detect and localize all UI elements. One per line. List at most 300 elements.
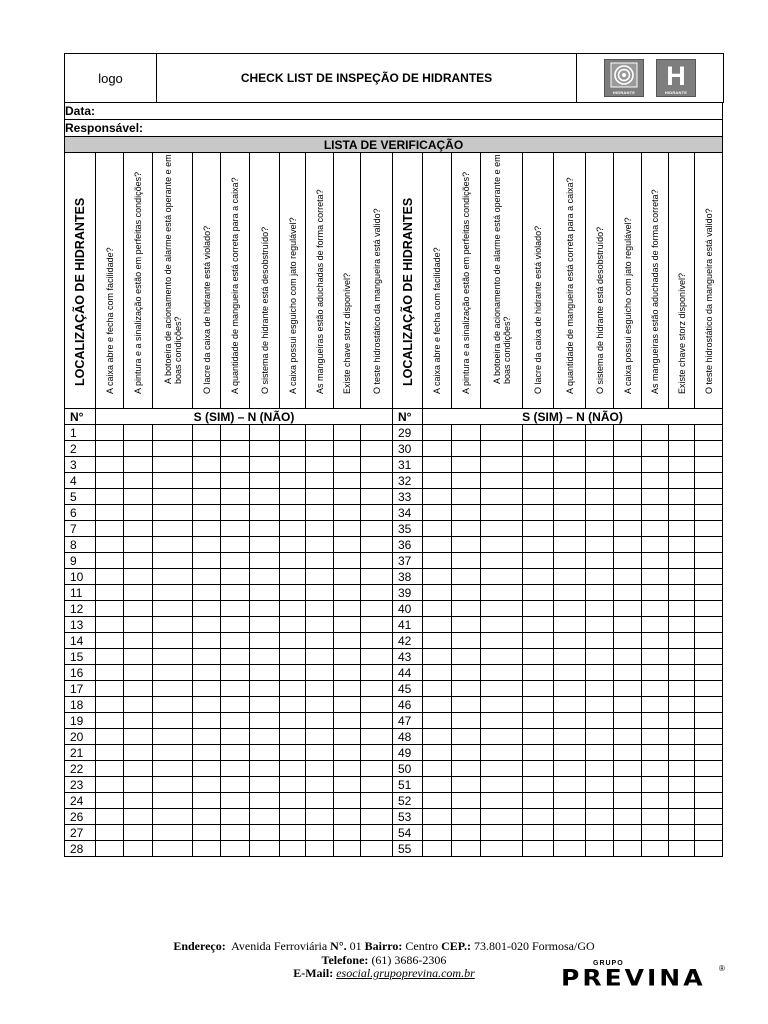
answer-cell[interactable] — [669, 793, 695, 809]
answer-cell[interactable] — [642, 617, 669, 633]
answer-cell[interactable] — [334, 569, 361, 585]
answer-cell[interactable] — [334, 633, 361, 649]
answer-cell[interactable] — [334, 825, 361, 841]
answer-cell[interactable] — [153, 809, 193, 825]
answer-cell[interactable] — [669, 729, 695, 745]
answer-cell[interactable] — [193, 713, 221, 729]
answer-cell[interactable] — [96, 841, 124, 857]
answer-cell[interactable] — [334, 665, 361, 681]
answer-cell[interactable] — [452, 697, 481, 713]
answer-cell[interactable] — [334, 553, 361, 569]
answer-cell[interactable] — [96, 649, 124, 665]
answer-cell[interactable] — [306, 521, 334, 537]
answer-cell[interactable] — [614, 489, 642, 505]
answer-cell[interactable] — [523, 585, 554, 601]
answer-cell[interactable] — [423, 585, 452, 601]
answer-cell[interactable] — [306, 665, 334, 681]
answer-cell[interactable] — [695, 809, 723, 825]
answer-cell[interactable] — [695, 457, 723, 473]
answer-cell[interactable] — [695, 649, 723, 665]
answer-cell[interactable] — [361, 793, 393, 809]
answer-cell[interactable] — [250, 537, 280, 553]
answer-cell[interactable] — [452, 793, 481, 809]
answer-cell[interactable] — [614, 665, 642, 681]
answer-cell[interactable] — [124, 473, 153, 489]
answer-cell[interactable] — [614, 729, 642, 745]
answer-cell[interactable] — [614, 601, 642, 617]
answer-cell[interactable] — [153, 745, 193, 761]
answer-cell[interactable] — [642, 425, 669, 441]
answer-cell[interactable] — [250, 473, 280, 489]
answer-cell[interactable] — [153, 521, 193, 537]
answer-cell[interactable] — [193, 457, 221, 473]
answer-cell[interactable] — [124, 649, 153, 665]
answer-cell[interactable] — [586, 793, 614, 809]
answer-cell[interactable] — [642, 697, 669, 713]
answer-cell[interactable] — [280, 553, 306, 569]
answer-cell[interactable] — [614, 649, 642, 665]
answer-cell[interactable] — [221, 649, 250, 665]
answer-cell[interactable] — [361, 649, 393, 665]
answer-cell[interactable] — [280, 761, 306, 777]
answer-cell[interactable] — [306, 697, 334, 713]
answer-cell[interactable] — [221, 441, 250, 457]
answer-cell[interactable] — [153, 601, 193, 617]
answer-cell[interactable] — [280, 697, 306, 713]
answer-cell[interactable] — [669, 553, 695, 569]
answer-cell[interactable] — [193, 697, 221, 713]
answer-cell[interactable] — [306, 489, 334, 505]
answer-cell[interactable] — [586, 585, 614, 601]
answer-cell[interactable] — [554, 649, 586, 665]
answer-cell[interactable] — [124, 489, 153, 505]
answer-cell[interactable] — [452, 841, 481, 857]
answer-cell[interactable] — [452, 649, 481, 665]
answer-cell[interactable] — [193, 617, 221, 633]
answer-cell[interactable] — [554, 825, 586, 841]
answer-cell[interactable] — [306, 777, 334, 793]
answer-cell[interactable] — [523, 793, 554, 809]
answer-cell[interactable] — [481, 745, 523, 761]
answer-cell[interactable] — [586, 841, 614, 857]
answer-cell[interactable] — [193, 569, 221, 585]
date-field[interactable]: Data: — [65, 103, 723, 120]
answer-cell[interactable] — [193, 841, 221, 857]
answer-cell[interactable] — [481, 601, 523, 617]
answer-cell[interactable] — [124, 521, 153, 537]
answer-cell[interactable] — [423, 473, 452, 489]
answer-cell[interactable] — [361, 633, 393, 649]
answer-cell[interactable] — [423, 457, 452, 473]
answer-cell[interactable] — [193, 825, 221, 841]
answer-cell[interactable] — [124, 569, 153, 585]
answer-cell[interactable] — [554, 745, 586, 761]
answer-cell[interactable] — [334, 761, 361, 777]
answer-cell[interactable] — [523, 697, 554, 713]
answer-cell[interactable] — [306, 793, 334, 809]
answer-cell[interactable] — [361, 473, 393, 489]
answer-cell[interactable] — [614, 825, 642, 841]
answer-cell[interactable] — [481, 489, 523, 505]
answer-cell[interactable] — [334, 585, 361, 601]
answer-cell[interactable] — [554, 425, 586, 441]
answer-cell[interactable] — [280, 841, 306, 857]
answer-cell[interactable] — [153, 793, 193, 809]
answer-cell[interactable] — [423, 841, 452, 857]
answer-cell[interactable] — [96, 553, 124, 569]
answer-cell[interactable] — [334, 473, 361, 489]
answer-cell[interactable] — [280, 713, 306, 729]
answer-cell[interactable] — [361, 457, 393, 473]
answer-cell[interactable] — [481, 793, 523, 809]
answer-cell[interactable] — [280, 425, 306, 441]
answer-cell[interactable] — [193, 425, 221, 441]
answer-cell[interactable] — [153, 633, 193, 649]
answer-cell[interactable] — [96, 793, 124, 809]
answer-cell[interactable] — [193, 505, 221, 521]
answer-cell[interactable] — [306, 825, 334, 841]
answer-cell[interactable] — [193, 585, 221, 601]
answer-cell[interactable] — [250, 505, 280, 521]
answer-cell[interactable] — [523, 617, 554, 633]
answer-cell[interactable] — [221, 841, 250, 857]
answer-cell[interactable] — [695, 841, 723, 857]
answer-cell[interactable] — [586, 681, 614, 697]
answer-cell[interactable] — [221, 745, 250, 761]
answer-cell[interactable] — [361, 425, 393, 441]
answer-cell[interactable] — [334, 601, 361, 617]
answer-cell[interactable] — [221, 553, 250, 569]
answer-cell[interactable] — [250, 809, 280, 825]
answer-cell[interactable] — [250, 489, 280, 505]
answer-cell[interactable] — [642, 505, 669, 521]
answer-cell[interactable] — [334, 489, 361, 505]
answer-cell[interactable] — [586, 697, 614, 713]
answer-cell[interactable] — [586, 617, 614, 633]
answer-cell[interactable] — [306, 601, 334, 617]
answer-cell[interactable] — [642, 457, 669, 473]
answer-cell[interactable] — [96, 537, 124, 553]
answer-cell[interactable] — [642, 761, 669, 777]
answer-cell[interactable] — [523, 473, 554, 489]
email-link[interactable]: esocial.grupoprevina.com.br — [336, 966, 475, 980]
answer-cell[interactable] — [669, 457, 695, 473]
answer-cell[interactable] — [280, 601, 306, 617]
answer-cell[interactable] — [614, 425, 642, 441]
answer-cell[interactable] — [96, 777, 124, 793]
answer-cell[interactable] — [586, 729, 614, 745]
answer-cell[interactable] — [96, 489, 124, 505]
answer-cell[interactable] — [250, 697, 280, 713]
answer-cell[interactable] — [96, 457, 124, 473]
answer-cell[interactable] — [523, 425, 554, 441]
answer-cell[interactable] — [250, 745, 280, 761]
answer-cell[interactable] — [423, 425, 452, 441]
answer-cell[interactable] — [614, 633, 642, 649]
answer-cell[interactable] — [423, 713, 452, 729]
answer-cell[interactable] — [361, 697, 393, 713]
answer-cell[interactable] — [193, 441, 221, 457]
answer-cell[interactable] — [452, 665, 481, 681]
answer-cell[interactable] — [642, 489, 669, 505]
answer-cell[interactable] — [334, 713, 361, 729]
answer-cell[interactable] — [669, 697, 695, 713]
answer-cell[interactable] — [306, 505, 334, 521]
answer-cell[interactable] — [250, 649, 280, 665]
answer-cell[interactable] — [423, 665, 452, 681]
answer-cell[interactable] — [124, 745, 153, 761]
answer-cell[interactable] — [193, 681, 221, 697]
answer-cell[interactable] — [124, 537, 153, 553]
answer-cell[interactable] — [614, 585, 642, 601]
answer-cell[interactable] — [586, 745, 614, 761]
answer-cell[interactable] — [669, 633, 695, 649]
answer-cell[interactable] — [481, 553, 523, 569]
answer-cell[interactable] — [695, 553, 723, 569]
answer-cell[interactable] — [423, 649, 452, 665]
answer-cell[interactable] — [586, 441, 614, 457]
answer-cell[interactable] — [695, 793, 723, 809]
answer-cell[interactable] — [642, 633, 669, 649]
answer-cell[interactable] — [250, 793, 280, 809]
answer-cell[interactable] — [523, 761, 554, 777]
answer-cell[interactable] — [193, 521, 221, 537]
answer-cell[interactable] — [554, 713, 586, 729]
answer-cell[interactable] — [250, 601, 280, 617]
answer-cell[interactable] — [642, 745, 669, 761]
answer-cell[interactable] — [221, 585, 250, 601]
answer-cell[interactable] — [586, 569, 614, 585]
answer-cell[interactable] — [554, 777, 586, 793]
answer-cell[interactable] — [361, 569, 393, 585]
answer-cell[interactable] — [361, 617, 393, 633]
answer-cell[interactable] — [306, 553, 334, 569]
answer-cell[interactable] — [586, 489, 614, 505]
answer-cell[interactable] — [452, 505, 481, 521]
answer-cell[interactable] — [423, 681, 452, 697]
answer-cell[interactable] — [334, 505, 361, 521]
answer-cell[interactable] — [481, 777, 523, 793]
answer-cell[interactable] — [361, 505, 393, 521]
answer-cell[interactable] — [695, 617, 723, 633]
answer-cell[interactable] — [250, 681, 280, 697]
answer-cell[interactable] — [361, 825, 393, 841]
answer-cell[interactable] — [334, 841, 361, 857]
answer-cell[interactable] — [554, 457, 586, 473]
answer-cell[interactable] — [306, 457, 334, 473]
answer-cell[interactable] — [124, 633, 153, 649]
answer-cell[interactable] — [361, 521, 393, 537]
answer-cell[interactable] — [250, 633, 280, 649]
answer-cell[interactable] — [96, 729, 124, 745]
answer-cell[interactable] — [481, 825, 523, 841]
answer-cell[interactable] — [280, 569, 306, 585]
answer-cell[interactable] — [614, 793, 642, 809]
answer-cell[interactable] — [153, 457, 193, 473]
answer-cell[interactable] — [124, 585, 153, 601]
answer-cell[interactable] — [669, 521, 695, 537]
answer-cell[interactable] — [554, 697, 586, 713]
answer-cell[interactable] — [614, 681, 642, 697]
answer-cell[interactable] — [423, 553, 452, 569]
answer-cell[interactable] — [306, 745, 334, 761]
answer-cell[interactable] — [452, 457, 481, 473]
answer-cell[interactable] — [695, 585, 723, 601]
answer-cell[interactable] — [250, 521, 280, 537]
answer-cell[interactable] — [695, 713, 723, 729]
answer-cell[interactable] — [361, 713, 393, 729]
answer-cell[interactable] — [124, 825, 153, 841]
answer-cell[interactable] — [124, 601, 153, 617]
answer-cell[interactable] — [523, 489, 554, 505]
answer-cell[interactable] — [642, 569, 669, 585]
answer-cell[interactable] — [250, 729, 280, 745]
answer-cell[interactable] — [669, 425, 695, 441]
answer-cell[interactable] — [124, 697, 153, 713]
answer-cell[interactable] — [361, 553, 393, 569]
answer-cell[interactable] — [334, 777, 361, 793]
answer-cell[interactable] — [695, 729, 723, 745]
answer-cell[interactable] — [221, 569, 250, 585]
answer-cell[interactable] — [96, 585, 124, 601]
answer-cell[interactable] — [334, 793, 361, 809]
answer-cell[interactable] — [669, 649, 695, 665]
answer-cell[interactable] — [614, 521, 642, 537]
answer-cell[interactable] — [481, 521, 523, 537]
answer-cell[interactable] — [334, 729, 361, 745]
answer-cell[interactable] — [452, 585, 481, 601]
answer-cell[interactable] — [614, 457, 642, 473]
answer-cell[interactable] — [423, 729, 452, 745]
answer-cell[interactable] — [586, 777, 614, 793]
answer-cell[interactable] — [586, 521, 614, 537]
answer-cell[interactable] — [452, 601, 481, 617]
answer-cell[interactable] — [452, 521, 481, 537]
answer-cell[interactable] — [554, 665, 586, 681]
answer-cell[interactable] — [523, 777, 554, 793]
answer-cell[interactable] — [306, 537, 334, 553]
answer-cell[interactable] — [124, 553, 153, 569]
answer-cell[interactable] — [669, 745, 695, 761]
answer-cell[interactable] — [554, 489, 586, 505]
answer-cell[interactable] — [452, 825, 481, 841]
answer-cell[interactable] — [221, 665, 250, 681]
answer-cell[interactable] — [361, 841, 393, 857]
answer-cell[interactable] — [523, 457, 554, 473]
answer-cell[interactable] — [554, 793, 586, 809]
answer-cell[interactable] — [452, 489, 481, 505]
answer-cell[interactable] — [423, 505, 452, 521]
answer-cell[interactable] — [423, 489, 452, 505]
answer-cell[interactable] — [96, 473, 124, 489]
answer-cell[interactable] — [250, 457, 280, 473]
answer-cell[interactable] — [695, 633, 723, 649]
answer-cell[interactable] — [642, 713, 669, 729]
answer-cell[interactable] — [554, 505, 586, 521]
responsible-field[interactable]: Responsável: — [65, 120, 723, 137]
answer-cell[interactable] — [193, 729, 221, 745]
answer-cell[interactable] — [481, 457, 523, 473]
answer-cell[interactable] — [423, 441, 452, 457]
answer-cell[interactable] — [523, 729, 554, 745]
answer-cell[interactable] — [423, 793, 452, 809]
answer-cell[interactable] — [586, 713, 614, 729]
answer-cell[interactable] — [481, 425, 523, 441]
answer-cell[interactable] — [280, 729, 306, 745]
answer-cell[interactable] — [250, 713, 280, 729]
answer-cell[interactable] — [695, 473, 723, 489]
answer-cell[interactable] — [669, 601, 695, 617]
answer-cell[interactable] — [642, 793, 669, 809]
answer-cell[interactable] — [193, 553, 221, 569]
answer-cell[interactable] — [642, 553, 669, 569]
answer-cell[interactable] — [280, 537, 306, 553]
answer-cell[interactable] — [96, 697, 124, 713]
answer-cell[interactable] — [554, 473, 586, 489]
answer-cell[interactable] — [642, 585, 669, 601]
answer-cell[interactable] — [153, 585, 193, 601]
answer-cell[interactable] — [452, 809, 481, 825]
answer-cell[interactable] — [423, 761, 452, 777]
answer-cell[interactable] — [96, 825, 124, 841]
answer-cell[interactable] — [193, 633, 221, 649]
answer-cell[interactable] — [153, 473, 193, 489]
answer-cell[interactable] — [361, 601, 393, 617]
answer-cell[interactable] — [361, 681, 393, 697]
answer-cell[interactable] — [481, 649, 523, 665]
answer-cell[interactable] — [361, 761, 393, 777]
answer-cell[interactable] — [221, 777, 250, 793]
answer-cell[interactable] — [250, 617, 280, 633]
answer-cell[interactable] — [221, 825, 250, 841]
answer-cell[interactable] — [452, 441, 481, 457]
answer-cell[interactable] — [221, 521, 250, 537]
answer-cell[interactable] — [586, 601, 614, 617]
answer-cell[interactable] — [669, 681, 695, 697]
answer-cell[interactable] — [554, 841, 586, 857]
answer-cell[interactable] — [124, 681, 153, 697]
answer-cell[interactable] — [153, 649, 193, 665]
answer-cell[interactable] — [280, 777, 306, 793]
answer-cell[interactable] — [193, 649, 221, 665]
answer-cell[interactable] — [481, 473, 523, 489]
answer-cell[interactable] — [250, 441, 280, 457]
answer-cell[interactable] — [554, 681, 586, 697]
answer-cell[interactable] — [280, 633, 306, 649]
answer-cell[interactable] — [586, 633, 614, 649]
answer-cell[interactable] — [96, 633, 124, 649]
answer-cell[interactable] — [250, 665, 280, 681]
answer-cell[interactable] — [250, 553, 280, 569]
answer-cell[interactable] — [280, 473, 306, 489]
answer-cell[interactable] — [642, 537, 669, 553]
answer-cell[interactable] — [306, 569, 334, 585]
answer-cell[interactable] — [452, 761, 481, 777]
answer-cell[interactable] — [614, 745, 642, 761]
answer-cell[interactable] — [153, 729, 193, 745]
answer-cell[interactable] — [306, 729, 334, 745]
answer-cell[interactable] — [481, 697, 523, 713]
answer-cell[interactable] — [96, 665, 124, 681]
answer-cell[interactable] — [669, 825, 695, 841]
answer-cell[interactable] — [586, 649, 614, 665]
answer-cell[interactable] — [96, 761, 124, 777]
answer-cell[interactable] — [334, 745, 361, 761]
answer-cell[interactable] — [124, 761, 153, 777]
answer-cell[interactable] — [96, 505, 124, 521]
answer-cell[interactable] — [523, 601, 554, 617]
answer-cell[interactable] — [481, 441, 523, 457]
